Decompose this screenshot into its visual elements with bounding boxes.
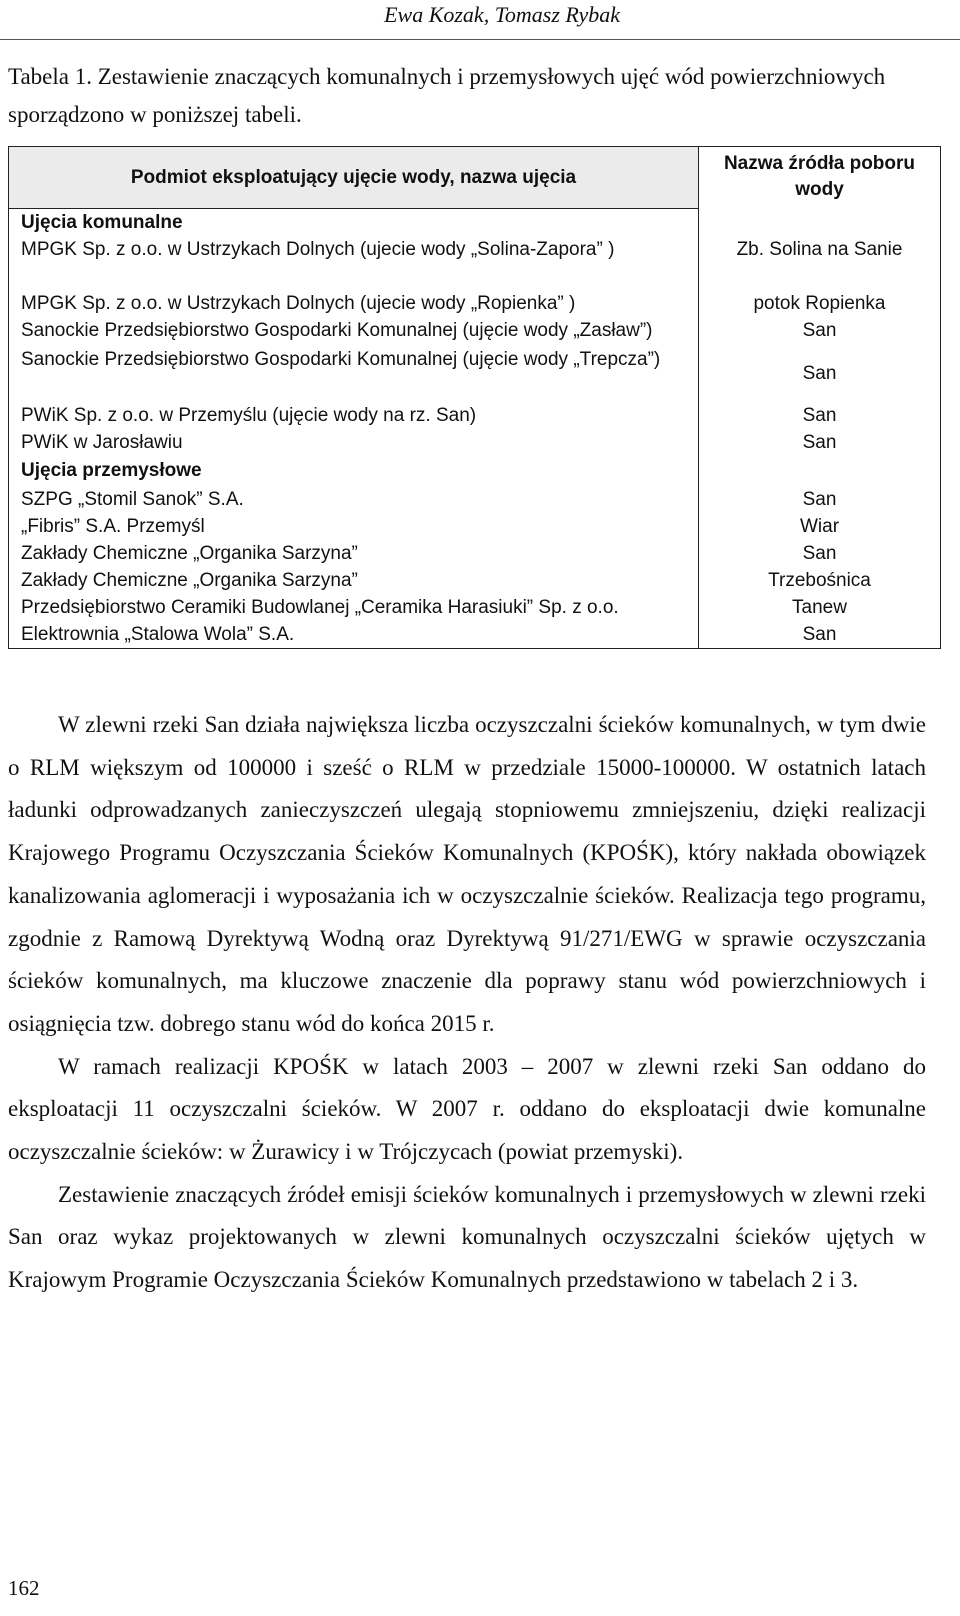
table-row xyxy=(9,540,940,567)
source-cell: San xyxy=(802,543,837,564)
section-row-industrial xyxy=(9,456,940,486)
entity-cell: Zakłady Chemiczne „Organika Sarzyna” xyxy=(9,567,699,594)
paragraph: Zestawienie znaczących źródeł emisji ścieków komunalnych i przemysłowych w zlewni rzeki San oraz wykaz projektowanych w zlewni komunalnych oczyszczalni ścieków ujętych w Krajowym Programie Oczyszczania Ścieków Komunalnych przedstawiono w tabelach 2 i 3. xyxy=(8,1181,926,1293)
source-cell: San xyxy=(802,489,837,510)
source-cell: San xyxy=(802,362,837,384)
paragraph: W zlewni rzeki San działa największa liczba oczyszczalni ścieków komunalnych, w tym dwie o RLM większym od 100000 i sześć o RLM w przedziale 15000-100000. W ostatnich latach ładunki odprowadzanych zanieczyszczeń ulegają stopniowemu zmniejszeniu, dzięki realizacji Krajowego Programu Oczyszczania Ścieków Komunalnych (KPOŚK), który nakłada obowiązek kanalizowania aglomeracji i wyposażania ich w oczyszczalnie ścieków. Realizacja tego programu, zgodnie z Ramową Dyrektywą Wodną oraz Dyrektywą 91/271/EWG w sprawie oczyszczania ścieków komunalnych, ma kluczowe znaczenie dla poprawy stanu wód powierzchniowych i osiągnięcia tzw. dobrego stanu wód do końca 2015 r. xyxy=(8,712,926,1036)
col-entity-header: Podmiot eksploatujący ujęcie wody, nazwa ujęcia xyxy=(9,147,699,209)
source-cell: Trzebośnica xyxy=(768,570,871,591)
table-row xyxy=(9,594,940,621)
table-row xyxy=(9,402,940,429)
entity-cell: Sanockie Przedsiębiorstwo Gospodarki Komunalnej (ujęcie wody „Trepcza”) xyxy=(9,344,699,402)
source-cell: potok Ropienka xyxy=(753,293,886,314)
source-cell: Tanew xyxy=(792,597,847,618)
section-label: Ujęcia przemysłowe xyxy=(9,456,699,486)
source-cell: San xyxy=(802,320,837,341)
table-row xyxy=(9,290,940,317)
entity-cell: Zakłady Chemiczne „Organika Sarzyna” xyxy=(9,540,699,567)
entity-cell: „Fibris” S.A. Przemyśl xyxy=(9,513,699,540)
table-row xyxy=(9,236,940,290)
entity-cell: MPGK Sp. z o.o. w Ustrzykach Dolnych (ujecie wody „Ropienka” ) xyxy=(9,290,699,317)
header-authors: Ewa Kozak, Tomasz Rybak xyxy=(384,2,620,27)
table-row xyxy=(9,486,940,513)
table-row xyxy=(9,567,940,594)
water-intakes-table xyxy=(8,146,941,649)
table-row xyxy=(9,344,940,402)
entity-cell: Elektrownia „Stalowa Wola” S.A. xyxy=(9,621,699,648)
running-header xyxy=(0,0,960,40)
page-number: 162 xyxy=(8,1576,40,1600)
entity-cell: MPGK Sp. z o.o. w Ustrzykach Dolnych (ujecie wody „Solina-Zapora” ) xyxy=(9,236,699,290)
table-row xyxy=(9,317,940,344)
col-source-header: Nazwa źródła poboru wody xyxy=(723,153,916,200)
entity-cell: Sanockie Przedsiębiorstwo Gospodarki Komunalnej (ujęcie wody „Zasław”) xyxy=(9,317,699,344)
table-row xyxy=(9,621,940,648)
table-row xyxy=(9,429,940,456)
table-header-row xyxy=(9,147,940,209)
section-row-municipal xyxy=(9,209,940,236)
entity-cell: SZPG „Stomil Sanok” S.A. xyxy=(9,486,699,513)
entity-cell: Przedsiębiorstwo Ceramiki Budowlanej „Ceramika Harasiuki” Sp. z o.o. xyxy=(9,594,699,621)
source-cell: San xyxy=(802,405,837,426)
source-cell: San xyxy=(802,624,837,645)
source-cell: Zb. Solina na Sanie xyxy=(736,239,903,260)
table-caption: Tabela 1. Zestawienie znaczących komunalnych i przemysłowych ujęć wód powierzchniowych sporządzono w poniższej tabeli. xyxy=(8,64,886,127)
table-row xyxy=(9,513,940,540)
paragraph: W ramach realizacji KPOŚK w latach 2003 – 2007 w zlewni rzeki San oddano do eksploatacji 11 oczyszczalni ścieków. W 2007 r. oddano do eksploatacji dwie komunalne oczyszczalnie ścieków: w Żurawicy i w Trójczycach (powiat przemyski). xyxy=(8,1053,926,1165)
entity-cell: PWiK w Jarosławiu xyxy=(9,429,699,456)
source-cell: Wiar xyxy=(799,516,840,537)
section-label: Ujęcia komunalne xyxy=(9,209,699,236)
entity-cell: PWiK Sp. z o.o. w Przemyślu (ujęcie wody na rz. San) xyxy=(9,402,699,429)
source-cell: San xyxy=(802,432,837,453)
body-text xyxy=(8,704,926,1302)
